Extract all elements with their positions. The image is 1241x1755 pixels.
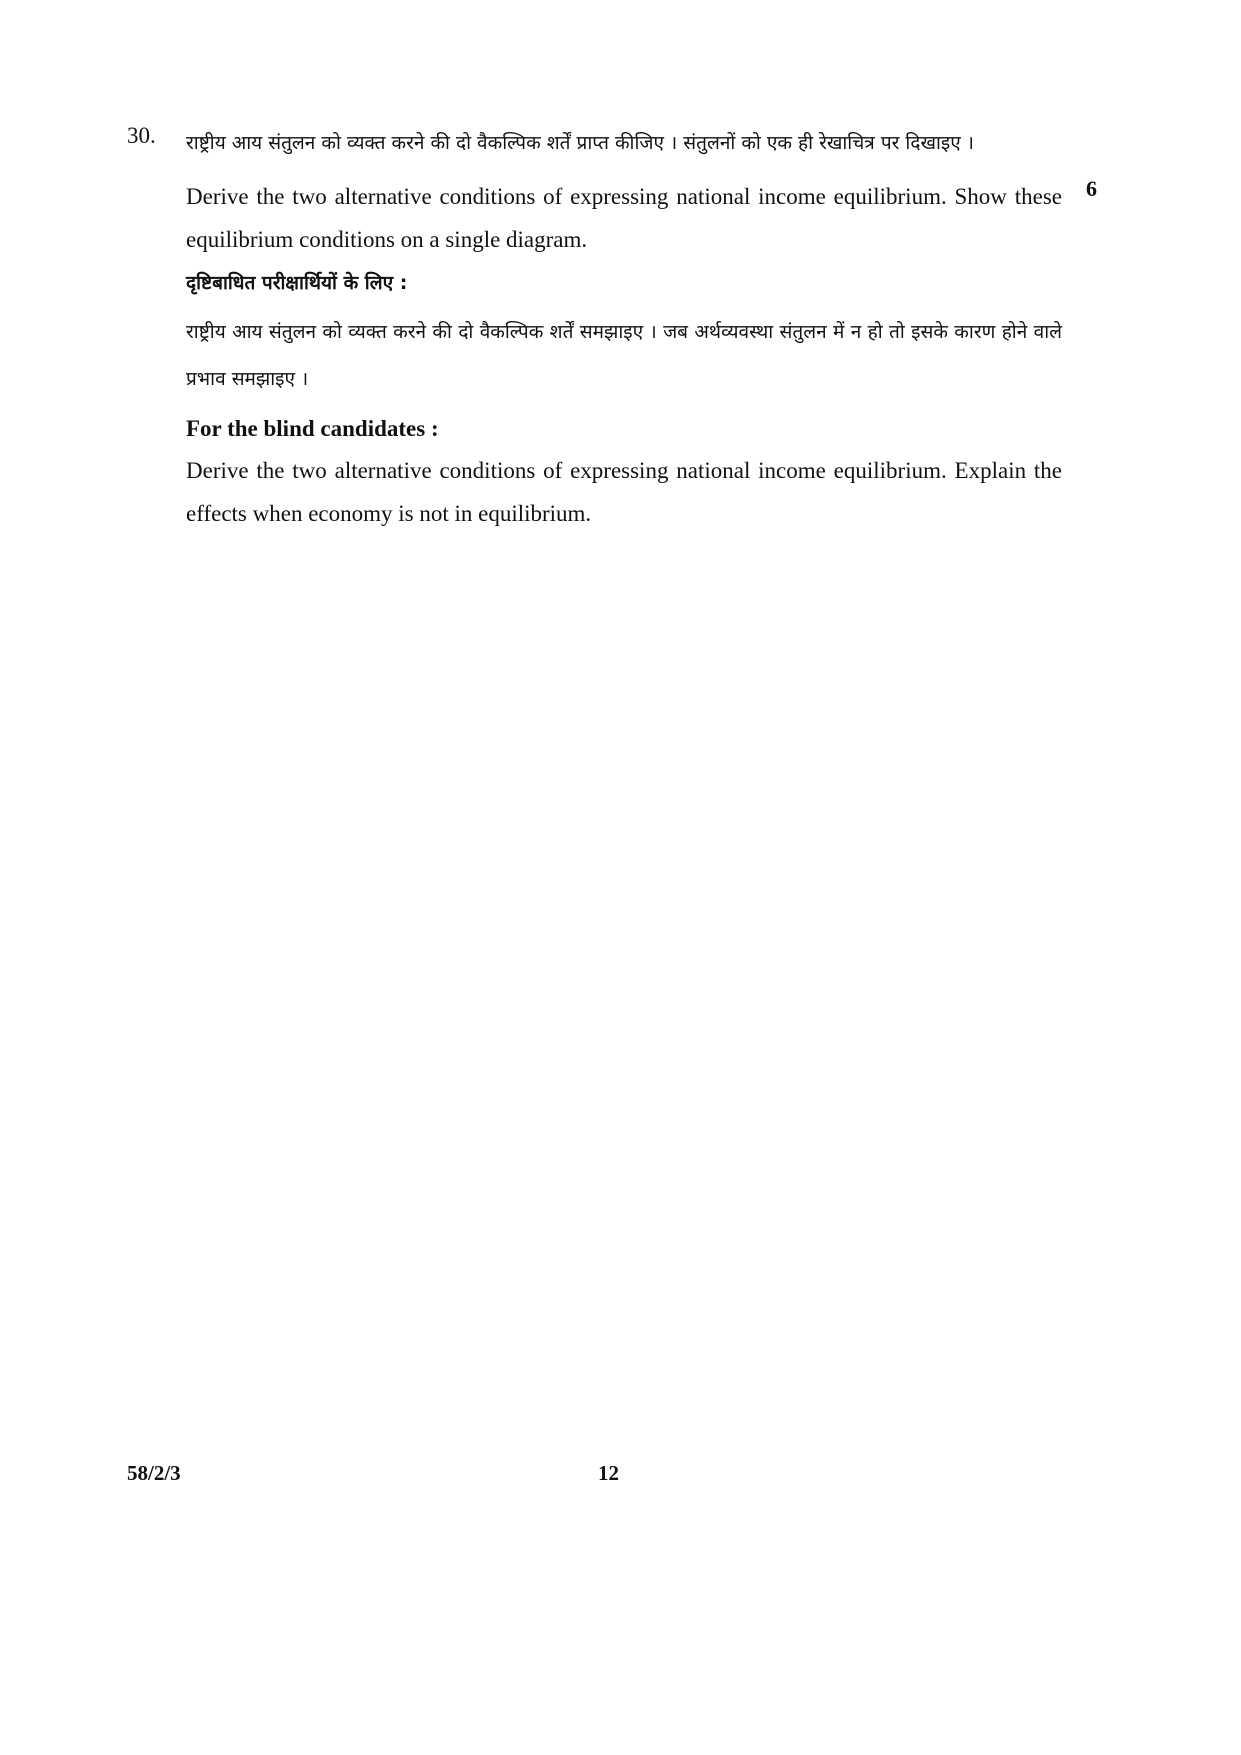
paper-code: 58/2/3 xyxy=(127,1461,181,1485)
blind-english-text: Derive the two alternative conditions of expressing national income equilibrium. Explain the effects when economy is not in equilibrium. xyxy=(186,458,1062,526)
blind-heading-hindi: दृष्टिबाधित परीक्षार्थियों के लिए : xyxy=(186,272,408,294)
blind-hindi-text: राष्ट्रीय आय संतुलन को व्यक्त करने की दो वैकल्पिक शर्तें समझाइए । जब अर्थव्यवस्था संतुलन में न हो तो इसके कारण होने वाले प्रभाव समझाइए । xyxy=(186,321,1062,390)
question-english-text: Derive the two alternative conditions of expressing national income equilibrium. Show these equilibrium conditions on a single diagram. xyxy=(186,184,1062,252)
page-number: 12 xyxy=(598,1461,619,1485)
question-number: 30. xyxy=(127,123,156,148)
blind-heading-english: For the blind candidates : xyxy=(186,416,439,441)
question-body xyxy=(186,120,1062,535)
question-hindi-text: राष्ट्रीय आय संतुलन को व्यक्त करने की दो वैकल्पिक शर्तें प्राप्त कीजिए । संतुलनों को एक ही रेखाचित्र पर दिखाइए । xyxy=(186,132,974,154)
question-marks: 6 xyxy=(1086,176,1097,201)
